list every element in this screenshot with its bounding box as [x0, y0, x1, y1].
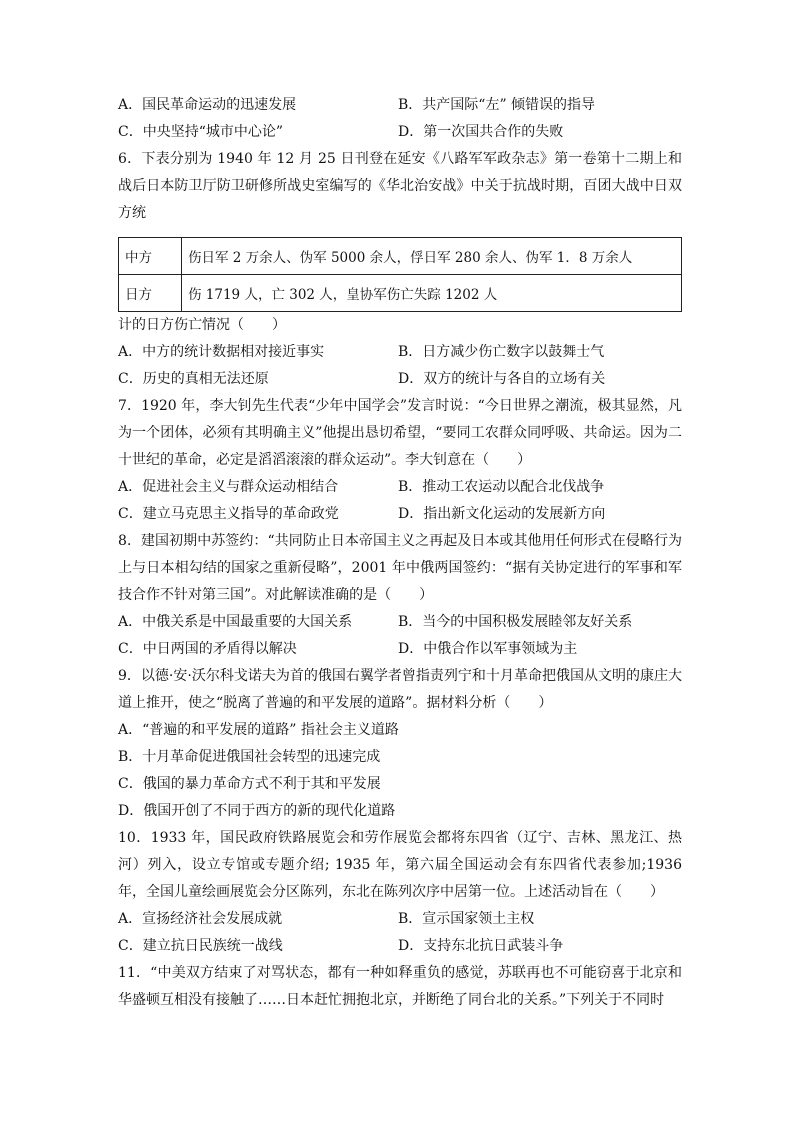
casualty-table	[118, 237, 682, 312]
q10-option-c: C．建立抗日民族统一战线	[118, 938, 283, 954]
q6-stem: 6．下表分别为 1940 年 12 月 25 日刊登在延安《八路军军政杂志》第一卷第十二期上和战后日本防卫厅防卫研修所战史室编写的《华北治安战》中关于抗战时期，百团大战中日双方统	[118, 151, 682, 221]
table-cell-side: 中方	[119, 238, 182, 275]
q8-option-c: C．中日两国的矛盾得以解决	[118, 641, 297, 657]
q7-option-b: B．推动工农运动以配合北伐战争	[398, 479, 605, 495]
q8-options-row-2	[118, 636, 682, 663]
q7-option-a: A．促进社会主义与群众运动相结合	[118, 479, 339, 495]
q9-option-c: C．俄国的暴力革命方式不利于其和平发展	[118, 776, 381, 792]
q6-stem-end: 计的日方伤亡情况（ ）	[118, 317, 286, 333]
q9-stem: 9．以德·安·沃尔科戈诺夫为首的俄国右翼学者曾指责列宁和十月革命把俄国从文明的康庄大道上推开，使之“脱离了普遍的和平发展的道路”。据材料分析（ ）	[118, 668, 682, 711]
q5-option-b: B．共产国际“左” 倾错误的指导	[398, 97, 596, 113]
q8-option-d: D．中俄合作以军事领域为主	[398, 641, 578, 657]
table-cell-side: 日方	[119, 275, 182, 312]
q6-option-d: D．双方的统计与各自的立场有关	[398, 371, 606, 387]
q10-options-row-2	[118, 933, 682, 960]
q10-option-a: A．宣扬经济社会发展成就	[118, 911, 283, 927]
q9-option-a: A．“普遍的和平发展的道路” 指社会主义道路	[118, 722, 399, 738]
q8-options-row-1	[118, 609, 682, 636]
q7-options-row-1	[118, 474, 682, 501]
q5-options-row-1	[118, 92, 682, 119]
q6-option-c: C．历史的真相无法还原	[118, 371, 269, 387]
q9-option-d: D．俄国开创了不同于西方的新的现代化道路	[118, 803, 396, 819]
q6-options-row-2	[118, 366, 682, 393]
q5-option-d: D．第一次国共合作的失败	[398, 124, 564, 140]
q6-options-row-1	[118, 339, 682, 366]
q9-option-b: B．十月革命促进俄国社会转型的迅速完成	[118, 749, 381, 765]
table-cell-detail: 伤 1719 人，亡 302 人，皇协军伤亡失踪 1202 人	[182, 275, 682, 312]
q6-option-a: A．中方的统计数据相对接近事实	[118, 344, 325, 360]
q10-stem: 10．1933 年，国民政府铁路展览会和劳作展览会都将东四省（辽宁、吉林、黑龙江、热河）列入，设立专馆或专题介绍; 1935 年，第六届全国运动会有东四省代表参加;1936 年，全国儿童绘画展览会分区陈列，东北在陈列次序中居第一位。上述活动旨在（ ）	[118, 830, 682, 900]
q8-stem: 8．建国初期中苏签约：“共同防止日本帝国主义之再起及日本或其他用任何形式在侵略行为上与日本相勾结的国家之重新侵略”，2001 年中俄两国签约：“据有关协定进行的军事和军技合作不针对第三国”。对此解读准确的是（ ）	[118, 533, 682, 603]
table-row	[119, 238, 682, 275]
q7-option-d: D．指出新文化运动的发展新方向	[398, 506, 606, 522]
q10-option-b: B．宣示国家领土主权	[398, 911, 535, 927]
q7-option-c: C．建立马克思主义指导的革命政党	[118, 506, 339, 522]
q10-option-d: D．支持东北抗日武装斗争	[398, 938, 564, 954]
table-row	[119, 275, 682, 312]
table-cell-detail: 伤日军 2 万余人、伪军 5000 余人，俘日军 280 余人、伪军 1．8 万余人	[182, 238, 682, 275]
q10-options-row-1	[118, 906, 682, 933]
q5-options-row-2	[118, 119, 682, 146]
q7-options-row-2	[118, 501, 682, 528]
q11-stem: 11．“中美双方结束了对骂状态，都有一种如释重负的感觉，苏联再也不可能窃喜于北京和华盛顿互相没有接触了……日本赶忙拥抱北京，并断绝了同台北的关系。”下列关于不同时	[118, 965, 682, 1008]
q6-option-b: B．日方减少伤亡数字以鼓舞士气	[398, 344, 605, 360]
exam-content	[118, 92, 682, 1014]
q5-option-a: A．国民革命运动的迅速发展	[118, 97, 297, 113]
q8-option-b: B．当今的中国积极发展睦邻友好关系	[398, 614, 633, 630]
q7-stem: 7．1920 年，李大钊先生代表“少年中国学会”发言时说：“今日世界之潮流，极其显然，凡为一个团体，必须有其明确主义”他提出恳切希望，“要同工农群众同呼吸、共命运。因为二十世纪的革命，必定是滔滔滚滚的群众运动”。李大钊意在（ ）	[118, 398, 682, 468]
q8-option-a: A．中俄关系是中国最重要的大国关系	[118, 614, 353, 630]
q5-option-c: C．中央坚持“城市中心论”	[118, 124, 284, 140]
